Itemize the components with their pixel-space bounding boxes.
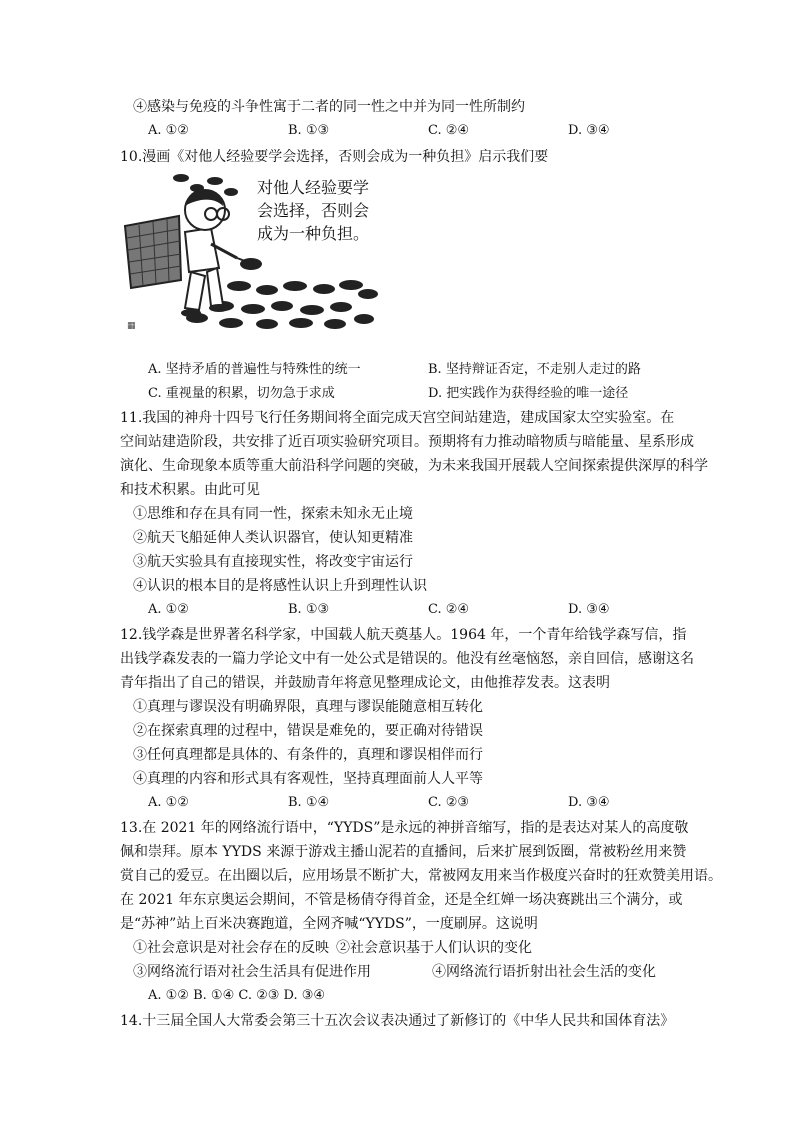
basket	[125, 216, 181, 288]
q10-option-d: D. 把实践作为获得经验的唯一途径	[428, 386, 629, 401]
q13-stem-line-3: 赏自己的爱豆。在出圈以后，应用场景不断扩大，常被网友用来当作极度兴奋时的狂欢赞美用语。	[120, 868, 722, 884]
q13-item-4: ④网络流行语折射出社会生活的变化	[432, 964, 656, 980]
q10-stem: 10.漫画《对他人经验要学会选择，否则会成为一种负担》启示我们要	[120, 149, 549, 165]
q10-option-a: A. 坚持矛盾的普遍性与特殊性的统一	[148, 362, 361, 377]
q12-option-c: C. ②③	[428, 795, 470, 810]
q12-stem-line-3: 青年指出了自己的错误，并鼓励青年将意见整理成论文，由他推荐发表。这表明	[120, 675, 610, 691]
cartoon-caption-line-3: 成为一种负担。	[257, 224, 370, 243]
q13-item-2: ②社会意识基于人们认识的变化	[336, 940, 532, 956]
q11-item-3: ③航天实验具有直接现实性，将改变宇宙运行	[133, 554, 413, 570]
q13-item-1: ①社会意识是对社会存在的反映	[133, 940, 329, 956]
cartoon-caption-line-2: 会选择，否则会	[257, 201, 370, 220]
q11-item-2: ②航天飞船延伸人类认识器官，使认知更精准	[133, 530, 413, 546]
q10-option-b: B. 坚持辩证否定，不走别人走过的路	[428, 362, 641, 377]
q11-stem-line-4: 和技术积累。由此可见	[120, 482, 260, 498]
q9-option-d: D. ③④	[568, 123, 610, 138]
q13-stem-line-1: 13.在 2021 年的网络流行语中，“YYDS”是永远的神拼音缩写，指的是表达对某人的高度敬	[120, 820, 689, 836]
q12-option-b: B. ①④	[288, 795, 330, 810]
q9-item-4: ④感染与免疫的斗争性寓于二者的同一性之中并为同一性所制约	[133, 99, 525, 115]
cartoon-caption-line-1: 对他人经验要学	[257, 178, 370, 197]
q9-option-b: B. ①③	[288, 123, 330, 138]
q12-stem-line-2: 出钱学森发表的一篇力学论文中有一处公式是错误的。他没有丝毫恼怒，亲自回信，感谢这名	[120, 651, 694, 667]
q9-option-a: A. ①②	[148, 123, 189, 138]
q11-option-c: C. ②④	[428, 602, 470, 617]
q13-options: A. ①② B. ①④ C. ②③ D. ③④	[148, 988, 326, 1003]
q12-item-2: ②在探索真理的过程中，错误是难免的，要正确对待错误	[133, 723, 483, 739]
q11-item-4: ④认识的根本目的是将感性认识上升到理性认识	[133, 578, 427, 594]
q9-option-c: C. ②④	[428, 123, 470, 138]
q12-stem-line-1: 12.钱学森是世界著名科学家，中国载人航天奠基人。1964 年，一个青年给钱学森写信，指	[120, 627, 687, 643]
q13-stem-line-2: 佩和崇拜。原本 YYDS 来源于游戏主播山泥若的直播间，后来扩展到饭圈，常被粉丝用来赞	[120, 844, 687, 860]
q11-item-1: ①思维和存在具有同一性，探索未知永无止境	[133, 506, 413, 522]
q12-item-1: ①真理与谬误没有明确界限，真理与谬误能随意相互转化	[133, 699, 483, 715]
q13-stem-line-5: 是“苏神”站上百米决赛跑道，全网齐喊“YYDS”，一度刷屏。这说明	[120, 916, 538, 932]
cartoon-illustration	[119, 168, 382, 333]
q12-option-d: D. ③④	[568, 795, 610, 810]
q10-option-c: C. 重视量的积累，切勿急于求成	[148, 386, 335, 401]
q13-item-3: ③网络流行语对社会生活具有促进作用	[133, 964, 371, 980]
cartoon-signature: ▦	[127, 321, 136, 331]
q12-option-a: A. ①②	[148, 795, 189, 810]
q12-item-4: ④真理的内容和形式具有客观性，坚持真理面前人人平等	[133, 771, 483, 787]
q11-option-a: A. ①②	[148, 602, 189, 617]
q11-stem-line-3: 演化、生命现象本质等重大前沿科学问题的突破，为未来我国开展载人空间探索提供深厚的科学	[120, 458, 708, 474]
q12-item-3: ③任何真理都是具体的、有条件的，真理和谬误相伴而行	[133, 747, 483, 763]
q11-option-d: D. ③④	[568, 602, 610, 617]
q11-stem-line-2: 空间站建造阶段，共安排了近百项实验研究项目。预期将有力推动暗物质与暗能量、星系形成	[120, 434, 694, 450]
q13-stem-line-4: 在 2021 年东京奥运会期间，不管是杨倩夺得首金，还是全红婵一场决赛跳出三个满分，或	[120, 892, 683, 908]
q14-stem: 14.十三届全国人大常委会第三十五次会议表决通过了新修订的《中华人民共和国体育法》	[120, 1013, 675, 1029]
q11-stem-line-1: 11.我国的神舟十四号飞行任务期间将全面完成天宫空间站建造，建成国家太空实验室。在	[120, 410, 675, 426]
q11-option-b: B. ①③	[288, 602, 330, 617]
